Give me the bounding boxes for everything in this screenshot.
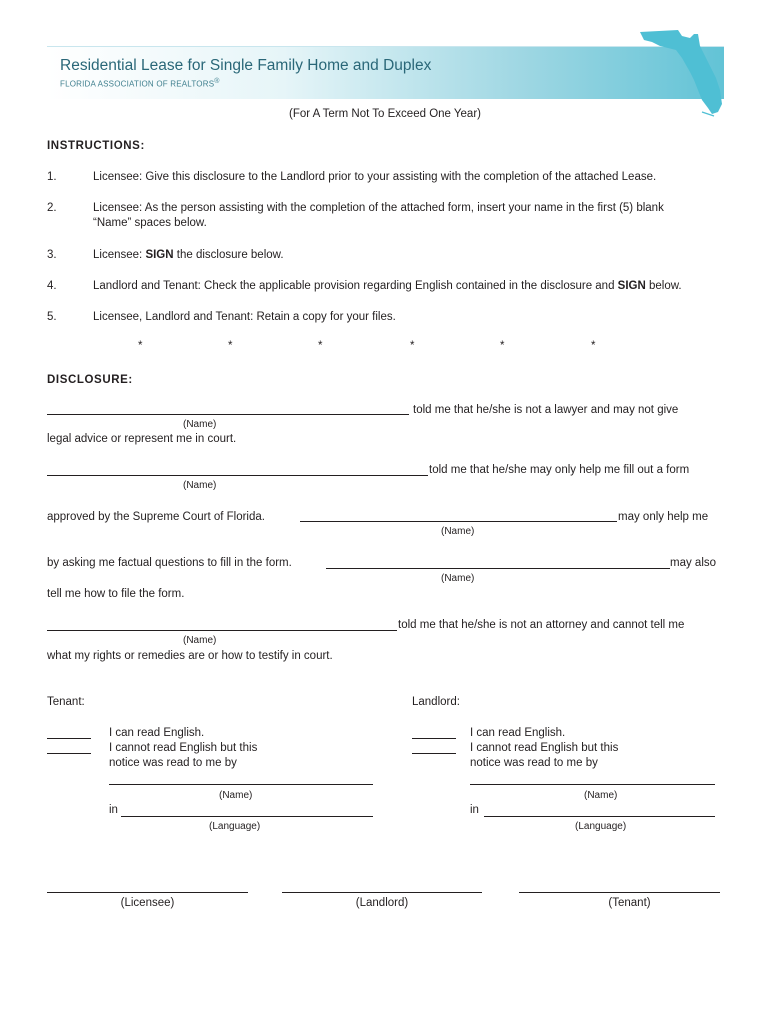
name-caption: (Name) — [183, 419, 217, 430]
licensee-name-line-3[interactable] — [300, 521, 617, 522]
name-caption: (Name) — [584, 790, 618, 801]
disclosure-text: told me that he/she is not an attorney and cannot tell me — [398, 619, 685, 631]
tenant-label: Tenant: — [47, 696, 85, 708]
instruction-text: “Name” spaces below. — [93, 217, 207, 229]
name-caption: (Name) — [219, 790, 253, 801]
licensee-name-line-4[interactable] — [326, 568, 670, 569]
landlord-can-read-option: I can read English. — [470, 727, 566, 739]
licensee-name-line-1[interactable] — [47, 414, 409, 415]
instruction-number: 1. — [47, 171, 57, 183]
instruction-number: 2. — [47, 202, 57, 214]
name-caption: (Name) — [441, 526, 475, 537]
tenant-language-line[interactable] — [121, 816, 373, 817]
instruction-text: Licensee: Give this disclosure to the Landlord prior to your assisting with the completion of the attached Lease. — [93, 171, 657, 183]
instruction-number: 5. — [47, 311, 57, 323]
tenant-can-read-checkbox[interactable] — [47, 738, 91, 739]
tenant-reader-name-line[interactable] — [109, 784, 373, 785]
landlord-cannot-read-option: notice was read to me by — [470, 757, 598, 769]
landlord-signature-caption: (Landlord) — [355, 897, 409, 909]
tenant-can-read-option: I can read English. — [109, 727, 205, 739]
instruction-number: 4. — [47, 280, 57, 292]
instructions-heading: INSTRUCTIONS: — [47, 140, 145, 152]
asterisk-divider: * — [591, 340, 596, 352]
asterisk-divider: * — [138, 340, 143, 352]
licensee-signature-line[interactable] — [47, 892, 248, 893]
form-subtitle: FLORIDA ASSOCIATION OF REALTORS® — [60, 78, 220, 89]
registered-mark: ® — [214, 78, 220, 85]
in-label: in — [109, 804, 118, 816]
term-note: (For A Term Not To Exceed One Year) — [289, 108, 481, 120]
tenant-signature-line[interactable] — [519, 892, 720, 893]
disclosure-text: tell me how to file the form. — [47, 588, 185, 600]
licensee-signature-caption: (Licensee) — [120, 897, 175, 909]
disclosure-text: approved by the Supreme Court of Florida. — [47, 511, 265, 523]
florida-state-map-icon — [638, 28, 730, 118]
asterisk-divider: * — [318, 340, 323, 352]
disclosure-text: legal advice or represent me in court. — [47, 433, 237, 445]
instruction-text: Landlord and Tenant: Check the applicable provision regarding English contained in the disclosure and SIGN below. — [93, 280, 682, 292]
name-caption: (Name) — [441, 573, 475, 584]
disclosure-text: what my rights or remedies are or how to testify in court. — [47, 650, 333, 662]
landlord-label: Landlord: — [412, 696, 460, 708]
instruction-text: Licensee: SIGN the disclosure below. — [93, 249, 284, 261]
disclosure-heading: DISCLOSURE: — [47, 374, 133, 386]
landlord-cannot-read-checkbox[interactable] — [412, 753, 456, 754]
tenant-cannot-read-option: notice was read to me by — [109, 757, 237, 769]
landlord-signature-line[interactable] — [282, 892, 482, 893]
name-caption: (Name) — [183, 635, 217, 646]
landlord-cannot-read-option: I cannot read English but this — [470, 742, 619, 754]
language-caption: (Language) — [209, 821, 261, 832]
instruction-text: Licensee, Landlord and Tenant: Retain a copy for your files. — [93, 311, 396, 323]
licensee-name-line-5[interactable] — [47, 630, 397, 631]
instruction-text: Licensee: As the person assisting with the completion of the attached form, insert your name in the first (5) blank — [93, 202, 664, 214]
disclosure-text: may only help me — [618, 511, 709, 523]
tenant-signature-caption: (Tenant) — [608, 897, 651, 909]
disclosure-text: by asking me factual questions to fill in the form. — [47, 557, 292, 569]
landlord-reader-name-line[interactable] — [470, 784, 715, 785]
disclosure-text: told me that he/she may only help me fill out a form — [429, 464, 690, 476]
licensee-name-line-2[interactable] — [47, 475, 428, 476]
asterisk-divider: * — [500, 340, 505, 352]
language-caption: (Language) — [575, 821, 627, 832]
tenant-cannot-read-checkbox[interactable] — [47, 753, 91, 754]
in-label: in — [470, 804, 479, 816]
form-title: Residential Lease for Single Family Home and Duplex — [60, 57, 432, 74]
asterisk-divider: * — [228, 340, 233, 352]
disclosure-text: told me that he/she is not a lawyer and may not give — [413, 404, 679, 416]
name-caption: (Name) — [183, 480, 217, 491]
landlord-can-read-checkbox[interactable] — [412, 738, 456, 739]
tenant-cannot-read-option: I cannot read English but this — [109, 742, 258, 754]
landlord-language-line[interactable] — [484, 816, 715, 817]
disclosure-text: may also — [670, 557, 717, 569]
instruction-number: 3. — [47, 249, 57, 261]
asterisk-divider: * — [410, 340, 415, 352]
